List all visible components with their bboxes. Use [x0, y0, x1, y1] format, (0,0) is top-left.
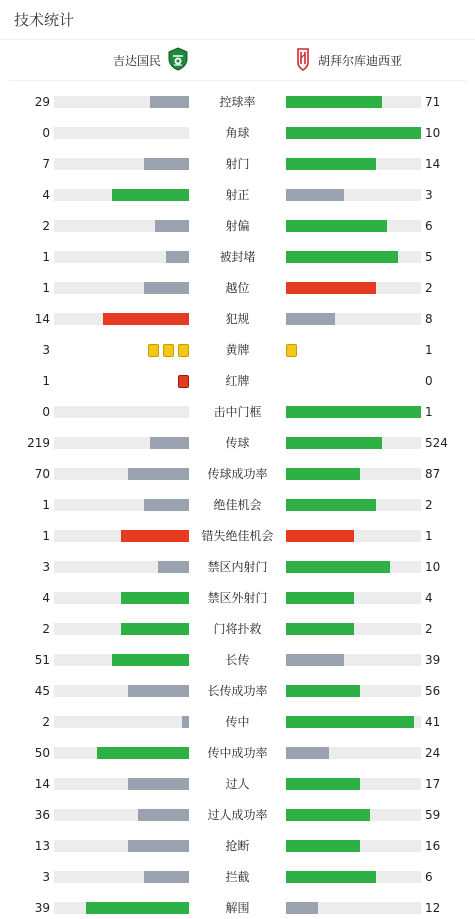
away-bar-track — [286, 871, 421, 883]
home-bar-fill — [128, 778, 189, 790]
home-value: 219 — [27, 436, 50, 450]
home-cards — [146, 344, 189, 357]
home-bar-track — [54, 189, 189, 201]
home-value: 1 — [42, 498, 50, 512]
away-bar-track — [286, 747, 421, 759]
stat-row — [0, 524, 475, 548]
home-value: 14 — [34, 312, 50, 326]
home-bar-fill — [144, 158, 189, 170]
home-team-name: 吉达国民 — [113, 53, 162, 68]
away-bar-track — [286, 406, 421, 418]
stat-row — [0, 462, 475, 486]
stat-label: 传中成功率 — [207, 746, 268, 760]
home-bar-fill — [138, 809, 189, 821]
away-value: 6 — [425, 870, 433, 884]
stat-label: 红牌 — [225, 374, 250, 388]
stat-label: 被封堵 — [219, 250, 256, 264]
away-bar-fill — [286, 561, 390, 573]
home-bar-track — [54, 592, 189, 604]
home-bar-track — [54, 251, 189, 263]
stat-label: 长传成功率 — [207, 684, 268, 698]
away-bar-track — [286, 778, 421, 790]
al-qadsiah-crest-icon — [296, 47, 310, 74]
stat-label: 门将扑救 — [213, 622, 262, 636]
home-team[interactable] — [113, 40, 189, 80]
stat-label: 长传 — [225, 653, 250, 667]
teams-header — [9, 40, 466, 81]
home-value: 0 — [42, 405, 50, 419]
away-bar-fill — [286, 437, 382, 449]
home-value: 45 — [34, 684, 50, 698]
stat-label: 解围 — [225, 901, 250, 915]
home-bar-track — [54, 437, 189, 449]
stat-row — [0, 307, 475, 331]
home-value: 1 — [42, 374, 50, 388]
home-value: 1 — [42, 529, 50, 543]
away-bar-track — [286, 96, 421, 108]
away-team[interactable] — [296, 40, 402, 80]
home-bar-track — [54, 685, 189, 697]
stat-label: 射门 — [225, 157, 250, 171]
stat-row — [0, 152, 475, 176]
page-title: 技术统计 — [14, 11, 75, 29]
stat-row — [0, 648, 475, 672]
away-bar-fill — [286, 313, 335, 325]
home-bar-track — [54, 96, 189, 108]
stat-label: 犯规 — [225, 312, 250, 326]
away-value: 10 — [425, 126, 441, 140]
away-bar-fill — [286, 282, 376, 294]
away-bar-fill — [286, 654, 344, 666]
away-bar-track — [286, 282, 421, 294]
home-value: 1 — [42, 250, 50, 264]
home-value: 2 — [42, 715, 50, 729]
home-value: 1 — [42, 281, 50, 295]
away-bar-fill — [286, 592, 354, 604]
away-bar-fill — [286, 809, 370, 821]
home-value: 51 — [34, 653, 50, 667]
away-value: 2 — [425, 622, 433, 636]
away-bar-track — [286, 592, 421, 604]
stat-label: 过人 — [225, 777, 250, 791]
away-bar-fill — [286, 189, 344, 201]
home-bar-track — [54, 127, 189, 139]
home-bar-track — [54, 840, 189, 852]
stat-label: 绝佳机会 — [213, 498, 262, 512]
home-value: 13 — [34, 839, 50, 853]
stat-row — [0, 276, 475, 300]
home-bar-fill — [128, 468, 189, 480]
away-value: 87 — [425, 467, 441, 481]
home-bar-fill — [128, 685, 189, 697]
away-bar-track — [286, 189, 421, 201]
stat-row — [0, 338, 475, 362]
home-bar-fill — [121, 530, 189, 542]
away-bar-fill — [286, 499, 376, 511]
home-value: 4 — [42, 188, 50, 202]
away-bar-track — [286, 561, 421, 573]
away-value: 1 — [425, 529, 433, 543]
away-bar-fill — [286, 747, 329, 759]
away-value: 12 — [425, 901, 441, 915]
home-bar-fill — [112, 189, 189, 201]
title-bar — [0, 0, 475, 40]
away-bar-track — [286, 716, 421, 728]
stat-row — [0, 369, 475, 393]
yellow-card-icon — [286, 344, 297, 357]
stat-label: 拦截 — [225, 870, 250, 884]
away-bar-track — [286, 654, 421, 666]
home-value: 70 — [34, 467, 50, 481]
yellow-card-icon — [148, 344, 159, 357]
home-bar-fill — [166, 251, 189, 263]
home-value: 50 — [34, 746, 50, 760]
home-bar-track — [54, 499, 189, 511]
home-bar-fill — [150, 96, 189, 108]
away-bar-fill — [286, 871, 376, 883]
stat-label: 角球 — [225, 126, 250, 140]
away-bar-fill — [286, 716, 414, 728]
home-bar-fill — [155, 220, 189, 232]
stat-row — [0, 865, 475, 889]
stat-row — [0, 493, 475, 517]
home-bar-fill — [158, 561, 189, 573]
yellow-card-icon — [163, 344, 174, 357]
home-bar-fill — [121, 623, 189, 635]
home-bar-fill — [121, 592, 189, 604]
away-bar-fill — [286, 406, 421, 418]
home-value: 36 — [34, 808, 50, 822]
home-bar-fill — [144, 871, 189, 883]
stat-label: 错失绝佳机会 — [201, 529, 274, 543]
stat-row — [0, 710, 475, 734]
away-bar-track — [286, 840, 421, 852]
home-value: 14 — [34, 777, 50, 791]
stat-label: 抢断 — [225, 839, 250, 853]
away-bar-fill — [286, 685, 360, 697]
home-bar-fill — [128, 840, 189, 852]
away-bar-track — [286, 251, 421, 263]
home-bar-track — [54, 871, 189, 883]
home-bar-fill — [150, 437, 189, 449]
away-value: 1 — [425, 405, 433, 419]
stat-label: 过人成功率 — [207, 808, 268, 822]
away-bar-track — [286, 127, 421, 139]
stat-row — [0, 245, 475, 269]
home-value: 39 — [34, 901, 50, 915]
home-bar-track — [54, 716, 189, 728]
home-value: 3 — [42, 343, 50, 357]
stat-row — [0, 586, 475, 610]
home-bar-track — [54, 902, 189, 914]
stat-row — [0, 555, 475, 579]
home-bar-fill — [103, 313, 189, 325]
away-value: 0 — [425, 374, 433, 388]
away-bar-track — [286, 468, 421, 480]
home-bar-track — [54, 654, 189, 666]
stat-row — [0, 679, 475, 703]
away-value: 39 — [425, 653, 441, 667]
away-bar-fill — [286, 158, 376, 170]
home-value: 4 — [42, 591, 50, 605]
stat-row — [0, 741, 475, 765]
away-bar-fill — [286, 96, 382, 108]
stat-label: 黄牌 — [225, 343, 250, 357]
stat-label: 射正 — [225, 188, 250, 202]
home-bar-fill — [182, 716, 189, 728]
away-bar-track — [286, 313, 421, 325]
away-bar-track — [286, 437, 421, 449]
home-bar-track — [54, 406, 189, 418]
away-value: 17 — [425, 777, 441, 791]
home-bar-fill — [86, 902, 189, 914]
home-bar-track — [54, 747, 189, 759]
stat-row — [0, 90, 475, 114]
away-value: 71 — [425, 95, 441, 109]
home-bar-track — [54, 778, 189, 790]
red-card-icon — [178, 375, 189, 388]
home-bar-fill — [144, 282, 189, 294]
away-bar-fill — [286, 220, 387, 232]
stat-row — [0, 431, 475, 455]
away-bar-track — [286, 902, 421, 914]
stat-label: 禁区内射门 — [207, 560, 268, 574]
away-value: 56 — [425, 684, 441, 698]
away-value: 524 — [425, 436, 448, 450]
away-bar-fill — [286, 902, 318, 914]
home-bar-track — [54, 158, 189, 170]
away-team-name: 胡拜尔库迪西亚 — [318, 53, 403, 68]
home-bar-track — [54, 809, 189, 821]
away-value: 1 — [425, 343, 433, 357]
stat-row — [0, 121, 475, 145]
away-bar-track — [286, 809, 421, 821]
away-value: 16 — [425, 839, 441, 853]
away-bar-fill — [286, 251, 398, 263]
home-bar-track — [54, 220, 189, 232]
away-bar-track — [286, 530, 421, 542]
home-bar-fill — [97, 747, 189, 759]
away-value: 8 — [425, 312, 433, 326]
stat-label: 射偏 — [225, 219, 250, 233]
away-value: 3 — [425, 188, 433, 202]
yellow-card-icon — [178, 344, 189, 357]
stat-row — [0, 896, 475, 919]
stat-row — [0, 772, 475, 796]
stat-label: 传中 — [225, 715, 250, 729]
home-value: 3 — [42, 870, 50, 884]
al-ahli-crest-icon — [167, 47, 189, 74]
away-value: 10 — [425, 560, 441, 574]
away-value: 59 — [425, 808, 441, 822]
away-cards — [286, 344, 299, 357]
away-value: 2 — [425, 498, 433, 512]
away-bar-track — [286, 158, 421, 170]
away-value: 2 — [425, 281, 433, 295]
stat-row — [0, 214, 475, 238]
away-bar-fill — [286, 468, 360, 480]
home-value: 2 — [42, 219, 50, 233]
home-value: 3 — [42, 560, 50, 574]
away-value: 41 — [425, 715, 441, 729]
home-value: 2 — [42, 622, 50, 636]
away-bar-track — [286, 499, 421, 511]
home-bar-track — [54, 313, 189, 325]
stat-label: 传球 — [225, 436, 250, 450]
away-value: 6 — [425, 219, 433, 233]
away-value: 4 — [425, 591, 433, 605]
home-bar-track — [54, 282, 189, 294]
away-bar-track — [286, 220, 421, 232]
stat-label: 越位 — [225, 281, 250, 295]
away-bar-track — [286, 685, 421, 697]
away-value: 24 — [425, 746, 441, 760]
away-bar-fill — [286, 127, 421, 139]
stat-row — [0, 834, 475, 858]
home-bar-track — [54, 530, 189, 542]
stat-row — [0, 183, 475, 207]
away-bar-track — [286, 623, 421, 635]
away-bar-fill — [286, 530, 354, 542]
home-value: 29 — [34, 95, 50, 109]
home-bar-track — [54, 561, 189, 573]
home-bar-fill — [112, 654, 189, 666]
away-bar-fill — [286, 778, 360, 790]
away-value: 5 — [425, 250, 433, 264]
stat-row — [0, 400, 475, 424]
stat-label: 击中门框 — [213, 405, 262, 419]
stat-row — [0, 803, 475, 827]
away-value: 14 — [425, 157, 441, 171]
away-bar-fill — [286, 623, 354, 635]
home-value: 0 — [42, 126, 50, 140]
home-bar-fill — [144, 499, 189, 511]
home-cards — [176, 375, 189, 388]
stat-label: 控球率 — [219, 95, 256, 109]
stat-label: 传球成功率 — [207, 467, 268, 481]
away-bar-fill — [286, 840, 360, 852]
home-bar-track — [54, 623, 189, 635]
stat-row — [0, 617, 475, 641]
home-bar-track — [54, 468, 189, 480]
home-value: 7 — [42, 157, 50, 171]
stat-label: 禁区外射门 — [207, 591, 268, 605]
